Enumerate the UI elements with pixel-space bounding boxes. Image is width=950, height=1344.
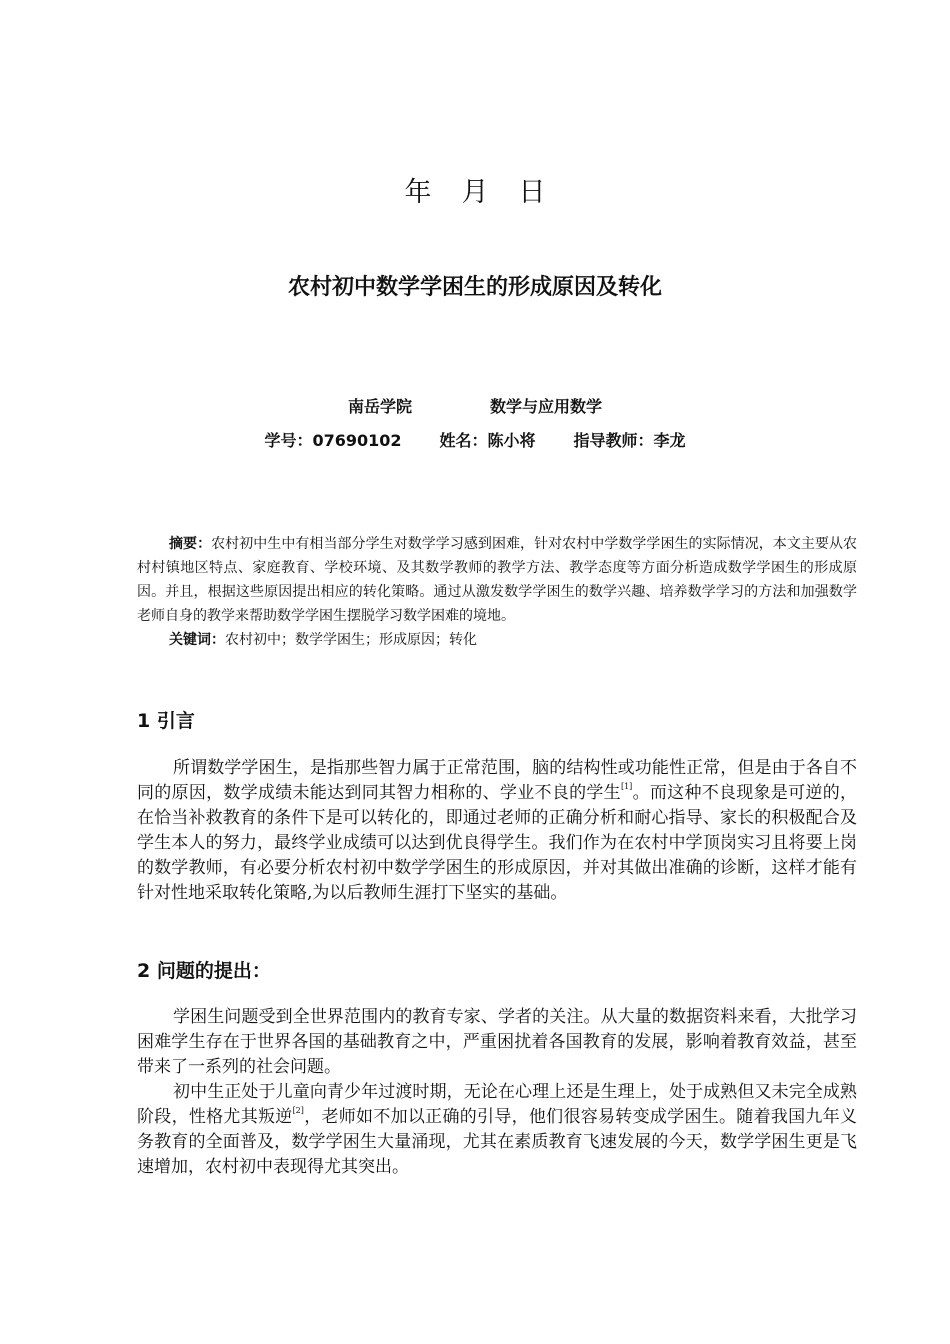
keywords-text: 农村初中；数学学困生；形成原因；转化 [225,632,477,648]
section1-body [137,756,857,906]
abstract-paragraph [137,532,857,628]
student-name: 姓名：陈小将 [439,431,536,450]
section1-heading: 1 引言 [137,710,195,732]
section2-paragraph-2 [137,1080,857,1180]
section2-body [137,1005,857,1180]
date-year: 年 [404,177,432,208]
section1-text-a: 所谓数学学困生，是指那些智力属于正常范围，脑的结构性或功能性正常，但是由于各自不同的原因，数学成绩未能达到同其智力相称的、学业不良的学生 [137,758,857,803]
citation-ref-2: [2] [292,1106,304,1115]
section1-text-b: 。而这种不良现象是可逆的，在恰当补救教育的条件下是可以转化的，即通过老师的正确分析和耐心指导、家长的积极配合及学生本人的努力，最终学业成绩可以达到优良得学生。我们作为在农村中学顶岗实习且将要上岗的数学教师，有必要分析农村初中数学学困生的形成原因，并对其做出准确的诊断，这样才能有针对性地采取转化策略,为以后教师生涯打下坚实的基础。 [137,783,858,903]
section2-paragraph-1: 学困生问题受到全世界范围内的教育专家、学者的关注。从大量的数据资料来看，大批学习困难学生存在于世界各国的基础教育之中，严重困扰着各国教育的发展，影响着教育效益，甚至带来了一系列的社会问题。 [137,1007,857,1077]
date-month: 月 [461,177,489,208]
advisor-name: 指导教师：李龙 [573,431,686,450]
major-name: 数学与应用数学 [490,397,603,416]
section2-text-b: ，老师如不加以正确的引导，他们很容易转变成学困生。随着我国九年义务教育的全面普及，数学学困生大量涌现，尤其在素质教育飞速发展的今天，数学学困生更是飞速增加，农村初中表现得尤其突出。 [137,1107,858,1177]
paper-title: 农村初中数学学困生的形成原因及转化 [287,275,662,300]
section2-heading: 2 问题的提出： [137,960,271,982]
keywords-label: 关键词： [169,632,225,648]
author-line [0,428,950,451]
abstract-block [137,532,857,652]
abstract-text: 农村初中生中有相当部分学生对数学学习感到困难，针对农村中学数学学困生的实际情况，本文主要从农村村镇地区特点、家庭教育、学校环境、及其数学教师的教学方法、教学态度等方面分析造成数学学困生的形成原因。并且，根据这些原因提出相应的转化策略。通过从激发数学学困生的数学兴趣、培养数学学习的方法和加强数学老师自身的教学来帮助数学学困生摆脱学习数学困难的境地。 [137,536,857,624]
student-id: 学号：07690102 [264,431,402,450]
school-name: 南岳学院 [347,397,412,416]
date-line [0,170,950,209]
date-day: 日 [518,177,546,208]
citation-ref-1: [1] [620,782,633,791]
affiliation-line [0,394,950,417]
keywords-paragraph [137,628,857,652]
section1-paragraph [137,756,857,906]
abstract-label: 摘要： [169,536,212,552]
section2-text-a: 初中生正处于儿童向青少年过渡时期，无论在心理上还是生理上，处于成熟但又未完全成熟阶段，性格尤其叛逆 [137,1082,857,1127]
